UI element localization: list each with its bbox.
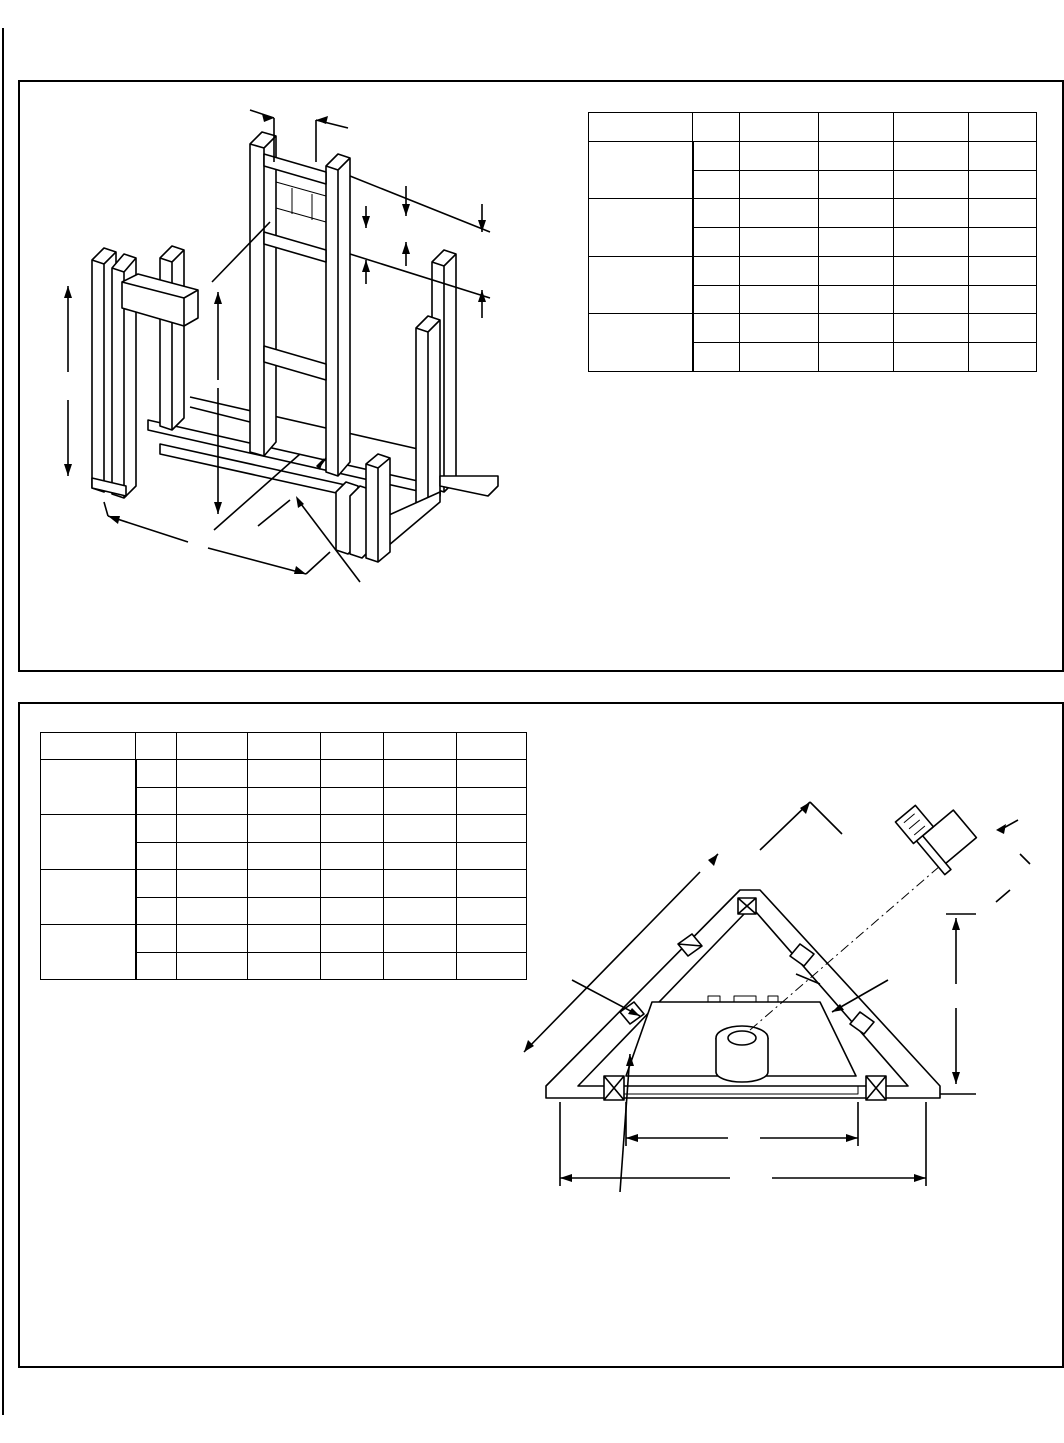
tall-stud-left [250, 132, 276, 456]
corner-installation-drawing [520, 794, 1040, 1314]
hearth-extension [440, 476, 498, 496]
page-margin-rule [2, 28, 4, 1415]
table-row [41, 870, 527, 897]
table-row [589, 314, 1037, 343]
table-row [41, 925, 527, 952]
vent-collar [716, 1026, 768, 1082]
framing-figure-panel [18, 80, 1064, 672]
table-row [41, 760, 527, 787]
table-row [589, 141, 1037, 170]
corner-dimensions-table [40, 732, 527, 980]
corner-installation-panel [18, 702, 1064, 1368]
framing-isometric-drawing [20, 82, 550, 602]
table-row [589, 256, 1037, 285]
table-row [589, 199, 1037, 228]
table-header-row [589, 113, 1037, 142]
vent-termination [895, 789, 981, 878]
table-header-row [41, 733, 527, 760]
framing-dimensions-table [588, 112, 1037, 372]
table-row [41, 815, 527, 842]
